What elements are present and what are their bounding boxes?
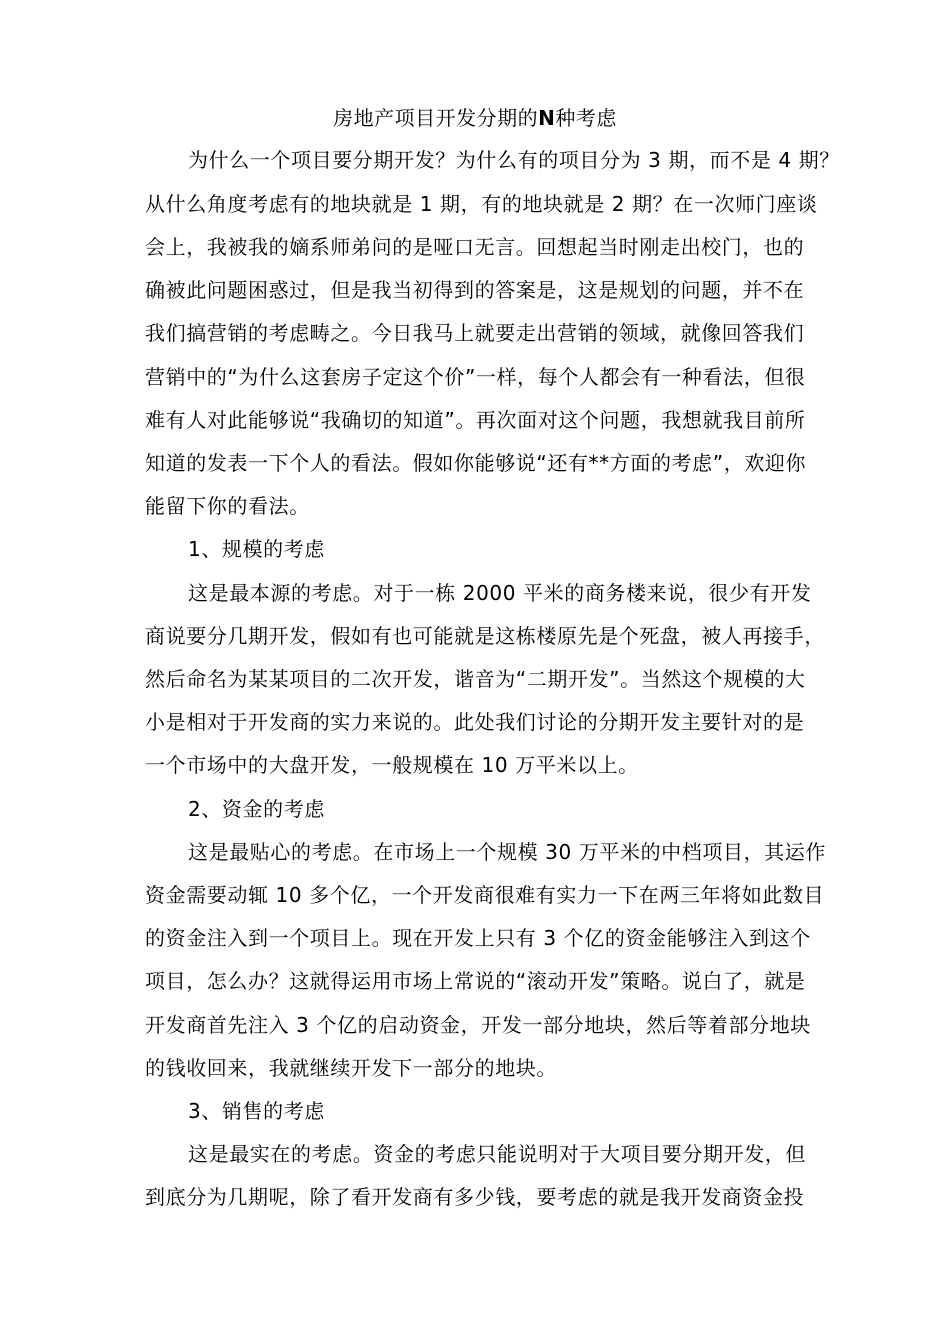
paragraph-line: 商说要分几期开发，假如有也可能就是这栋楼原先是个死盘，被人再接手，: [145, 624, 825, 648]
paragraph-line: 项目，怎么办？这就得运用市场上常说的“滚动开发”策略。说白了，就是: [145, 969, 806, 993]
paragraph-line: 难有人对此能够说“我确切的知道”。再次面对这个问题，我想就我目前所: [145, 408, 806, 432]
paragraph-line: 资金需要动辄 10 多个亿，一个开发商很难有实力一下在两三年将如此数目: [145, 883, 825, 907]
paragraph-line: 会上，我被我的嫡系师弟问的是哑口无言。回想起当时刚走出校门，也的: [145, 235, 805, 259]
paragraph-line: 到底分为几期呢，除了看开发商有多少钱，要考虑的就是我开发商资金投: [145, 1185, 805, 1209]
section-heading: 3、销售的考虑: [188, 1099, 325, 1123]
paragraph-line: 然后命名为某某项目的二次开发，谐音为“二期开发”。当然这个规模的大: [145, 667, 806, 691]
title-bold-letter: N: [538, 106, 556, 130]
paragraph-line: 知道的发表一下个人的看法。假如你能够说“还有**方面的考虑”，欢迎你: [145, 451, 807, 475]
document-title: [0, 100, 950, 136]
paragraph-line: 能留下你的看法。: [145, 494, 310, 518]
paragraph-line: 确被此问题困惑过，但是我当初得到的答案是，这是规划的问题，并不在: [145, 278, 805, 302]
section-heading: 1、规模的考虑: [188, 537, 325, 561]
section-heading: 2、资金的考虑: [188, 797, 325, 821]
paragraph-line: 开发商首先注入 3 个亿的启动资金，开发一部分地块，然后等着部分地块: [145, 1013, 811, 1037]
title-prefix: 房地产项目开发分期的: [333, 106, 539, 130]
paragraph-line: 从什么角度考虑有的地块就是 1 期，有的地块就是 2 期？在一次师门座谈: [145, 192, 818, 216]
paragraph-line: 小是相对于开发商的实力来说的。此处我们讨论的分期开发主要针对的是: [145, 710, 805, 734]
paragraph-line: 这是最本源的考虑。对于一栋 2000 平米的商务楼来说，很少有开发: [188, 581, 812, 605]
paragraph-line: 这是最贴心的考虑。在市场上一个规模 30 万平米的中档项目，其运作: [188, 840, 826, 864]
paragraph-line: 为什么一个项目要分期开发？为什么有的项目分为 3 期，而不是 4 期？: [188, 148, 840, 172]
paragraph-line: 我们搞营销的考虑畴之。今日我马上就要走出营销的领域，就像回答我们: [145, 321, 805, 345]
title-suffix: 种考虑: [555, 106, 617, 130]
paragraph-line: 的资金注入到一个项目上。现在开发上只有 3 个亿的资金能够注入到这个: [145, 926, 811, 950]
paragraph-line: 营销中的“为什么这套房子定这个价”一样，每个人都会有一种看法，但很: [145, 365, 806, 389]
paragraph-line: 一个市场中的大盘开发，一般规模在 10 万平米以上。: [145, 753, 639, 777]
paragraph-line: 这是最实在的考虑。资金的考虑只能说明对于大项目要分期开发，但: [188, 1142, 806, 1166]
paragraph-line: 的钱收回来，我就继续开发下一部分的地块。: [145, 1056, 557, 1080]
